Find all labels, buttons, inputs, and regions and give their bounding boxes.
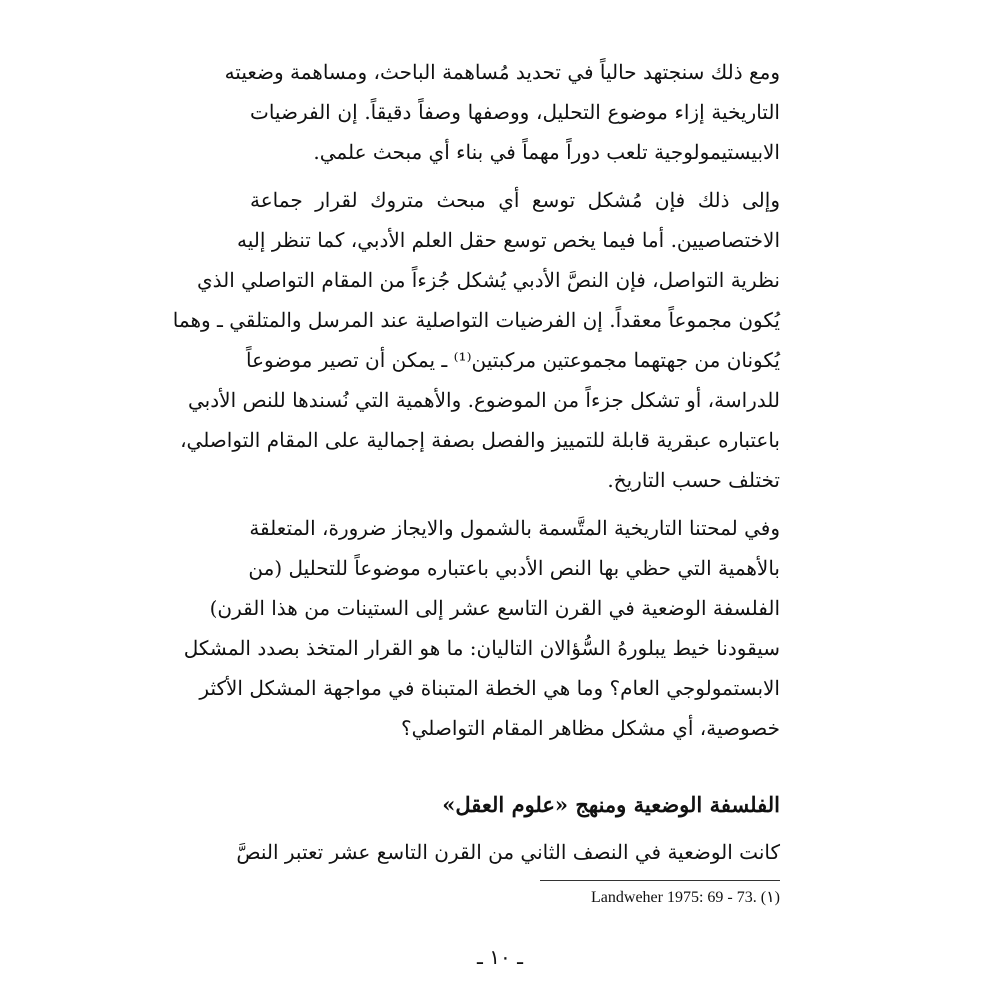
section (236, 785, 780, 875)
paragraph-1-line-3: الابيستيمولوجية تلعب دوراً مهماً في بناء أي مبحث علمي. (313, 140, 780, 164)
paragraph-1-line-2: التاريخية إزاء موضوع التحليل، ووصفها وصفاً دقيقاً. إن الفرضيات (250, 100, 780, 124)
paragraph-3-line-3: الفلسفة الوضعية في القرن التاسع عشر إلى الستينات من هذا القرن) (209, 596, 780, 620)
paragraph-3-line-1: وفي لمحتنا التاريخية المتَّسمة بالشمول والايجاز ضرورة، المتعلقة (249, 516, 780, 540)
paragraph-2-line-6: للدراسة، أو تشكل جزءاً من الموضوع. والأهمية التي نُسندها للنص الأدبي (188, 388, 780, 412)
paragraph-2-line-4: يُكون مجموعاً معقداً. إن الفرضيات التواصلية عند المرسل والمتلقي ـ وهما (172, 308, 780, 332)
paragraph-1-line-1: ومع ذلك سنجتهد حالياً في تحديد مُساهمة الباحث، ومساهمة وضعيته (224, 60, 780, 84)
paragraph-2-line-8: تختلف حسب التاريخ. (607, 468, 780, 492)
paragraph-2-line-5: يُكونان من جهتهما مجموعتين مركبتين⁽¹⁾ ـ يمكن أن تصير موضوعاً (245, 348, 780, 372)
paragraph-2-line-3: نظرية التواصل، فإن النصَّ الأدبي يُشكل جُزءاً من المقام التواصلي الذي (196, 268, 780, 292)
paragraph-2-line-7: باعتباره عبقرية قابلة للتمييز والفصل بصفة إجمالية على المقام التواصلي، (180, 428, 780, 452)
paragraph-3-line-5: الابستمولوجي العام؟ وما هي الخطة المتبناة في مواجهة المشكل الأكثر (199, 676, 780, 700)
footnote: Landweher 1975: 69 - 73. (١) (591, 889, 780, 906)
paragraph-3-line-4: سيقودنا خيط يبلورهُ السُّؤالان التاليان: ما هو القرار المتخذ بصدد المشكل (183, 636, 780, 660)
paragraph-3-line-2: بالأهمية التي حظي بها النص الأدبي باعتباره موضوعاً للتحليل (من (248, 556, 780, 580)
footnote-divider (540, 880, 780, 881)
section-first-line: كانت الوضعية في النصف الثاني من القرن التاسع عشر تعتبر النصَّ (236, 840, 780, 864)
page-number: ـ ١٠ ـ (477, 945, 523, 969)
body-text (172, 40, 780, 740)
paragraph-3-line-6: خصوصية، أي مشكل مظاهر المقام التواصلي؟ (400, 716, 780, 740)
paragraph-2-line-1: وإلى ذلك فإن مُشكل توسع أي مبحث متروك لقرار جماعة (250, 188, 780, 212)
paragraph-2-line-2: الاختصاصيين. أما فيما يخص توسع حقل العلم الأدبي، كما تنظر إليه (237, 228, 780, 252)
section-heading: الفلسفة الوضعية ومنهج «علوم العقل» (442, 792, 780, 817)
